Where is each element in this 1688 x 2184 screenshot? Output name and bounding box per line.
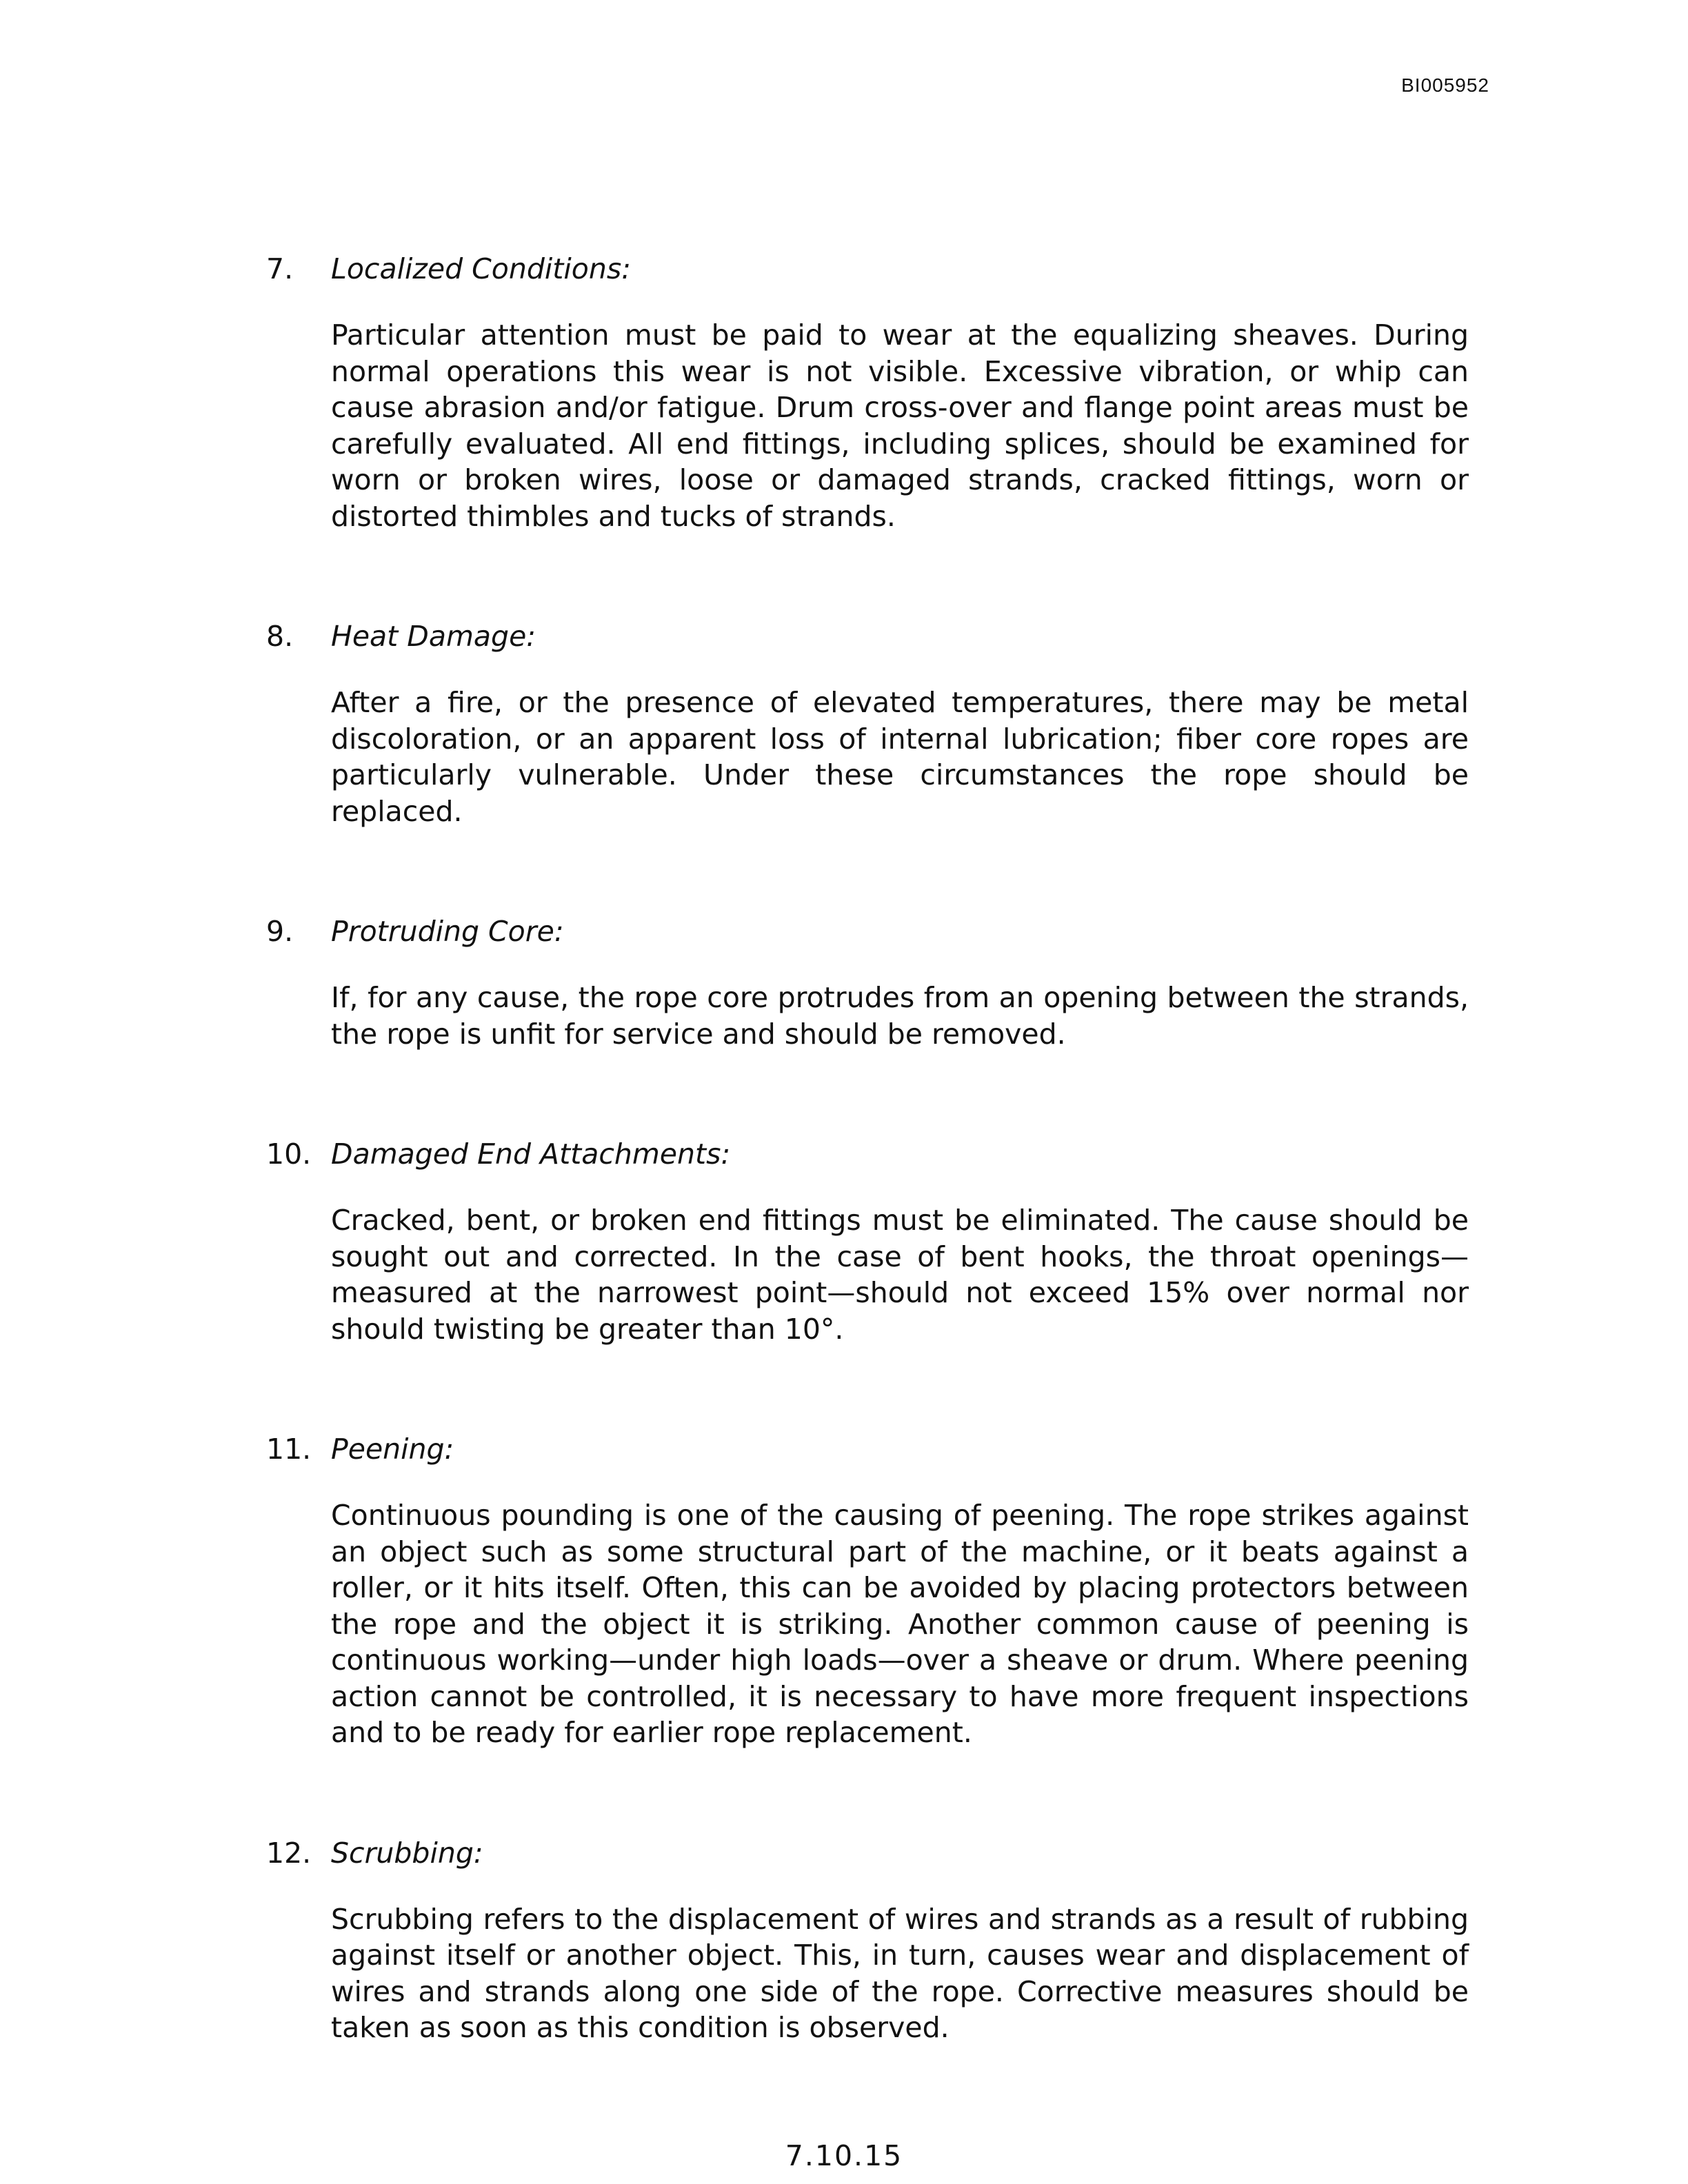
section-number: 11. [266, 1433, 312, 1466]
section-number: 10. [266, 1138, 312, 1171]
section-damaged-end-attachments [266, 1133, 1469, 1347]
section-heading [266, 1832, 1469, 1874]
section-heading [266, 616, 1469, 657]
section-title: Scrubbing: [331, 1836, 483, 1870]
page-number: 7.10.15 [785, 2139, 903, 2172]
inspection-sections [266, 248, 1469, 2046]
document-id: BI005952 [1401, 74, 1489, 96]
section-heat-damage [266, 616, 1469, 829]
section-title: Heat Damage: [331, 620, 536, 653]
section-body: Continuous pounding is one of the causing of peening. The rope strikes against an object such as some structural part of the machine, or it beats against a roller, or it hits itself. Often, this can be avoided by placing protectors between the rope and the object it is striking. Another common cause of peening is continuous working—under high loads—over a sheave or drum. Where peening action cannot be controlled, it is necessary to have more frequent inspections and to be ready for earlier rope replacement. [331, 1499, 1469, 1749]
section-body: After a fire, or the presence of elevated temperatures, there may be metal discoloration, or an apparent loss of internal lubrication; fiber core ropes are particularly vulnerable. Under these circumstances the rope should be replaced. [331, 686, 1469, 828]
section-heading [266, 248, 1469, 290]
section-number: 9. [266, 915, 294, 948]
section-heading [266, 911, 1469, 952]
section-title: Localized Conditions: [331, 252, 632, 285]
section-localized-conditions [266, 248, 1469, 534]
section-body: Cracked, bent, or broken end fittings must be eliminated. The cause should be sought out and corrected. In the case of bent hooks, the throat openings—measured at the narrowest point—should not exceed 15% over normal nor should twisting be greater than 10°. [331, 1204, 1469, 1346]
section-heading [266, 1133, 1469, 1175]
section-body: If, for any cause, the rope core protrudes from an opening between the strands, the rope is unfit for service and should be removed. [331, 981, 1469, 1051]
section-number: 8. [266, 620, 294, 653]
section-protruding-core [266, 911, 1469, 1052]
section-number: 12. [266, 1836, 312, 1870]
section-title: Peening: [331, 1433, 454, 1466]
section-body: Scrubbing refers to the displacement of wires and strands as a result of rubbing against itself or another object. This, in turn, causes wear and displacement of wires and strands along one side of the rope. Corrective measures should be taken as soon as this condition is observed. [331, 1902, 1469, 2044]
section-title: Damaged End Attachments: [331, 1138, 731, 1171]
section-number: 7. [266, 252, 294, 285]
section-heading [266, 1428, 1469, 1470]
section-body: Particular attention must be paid to wear at the equalizing sheaves. During normal operations this wear is not visible. Excessive vibration, or whip can cause abrasion and/or fatigue. Drum cross-over and flange point areas must be carefully evaluated. All end fittings, including splices, should be examined for worn or broken wires, loose or damaged strands, cracked fittings, worn or distorted thimbles and tucks of strands. [331, 318, 1469, 533]
section-title: Protruding Core: [331, 915, 564, 948]
section-peening [266, 1428, 1469, 1751]
section-scrubbing [266, 1832, 1469, 2046]
